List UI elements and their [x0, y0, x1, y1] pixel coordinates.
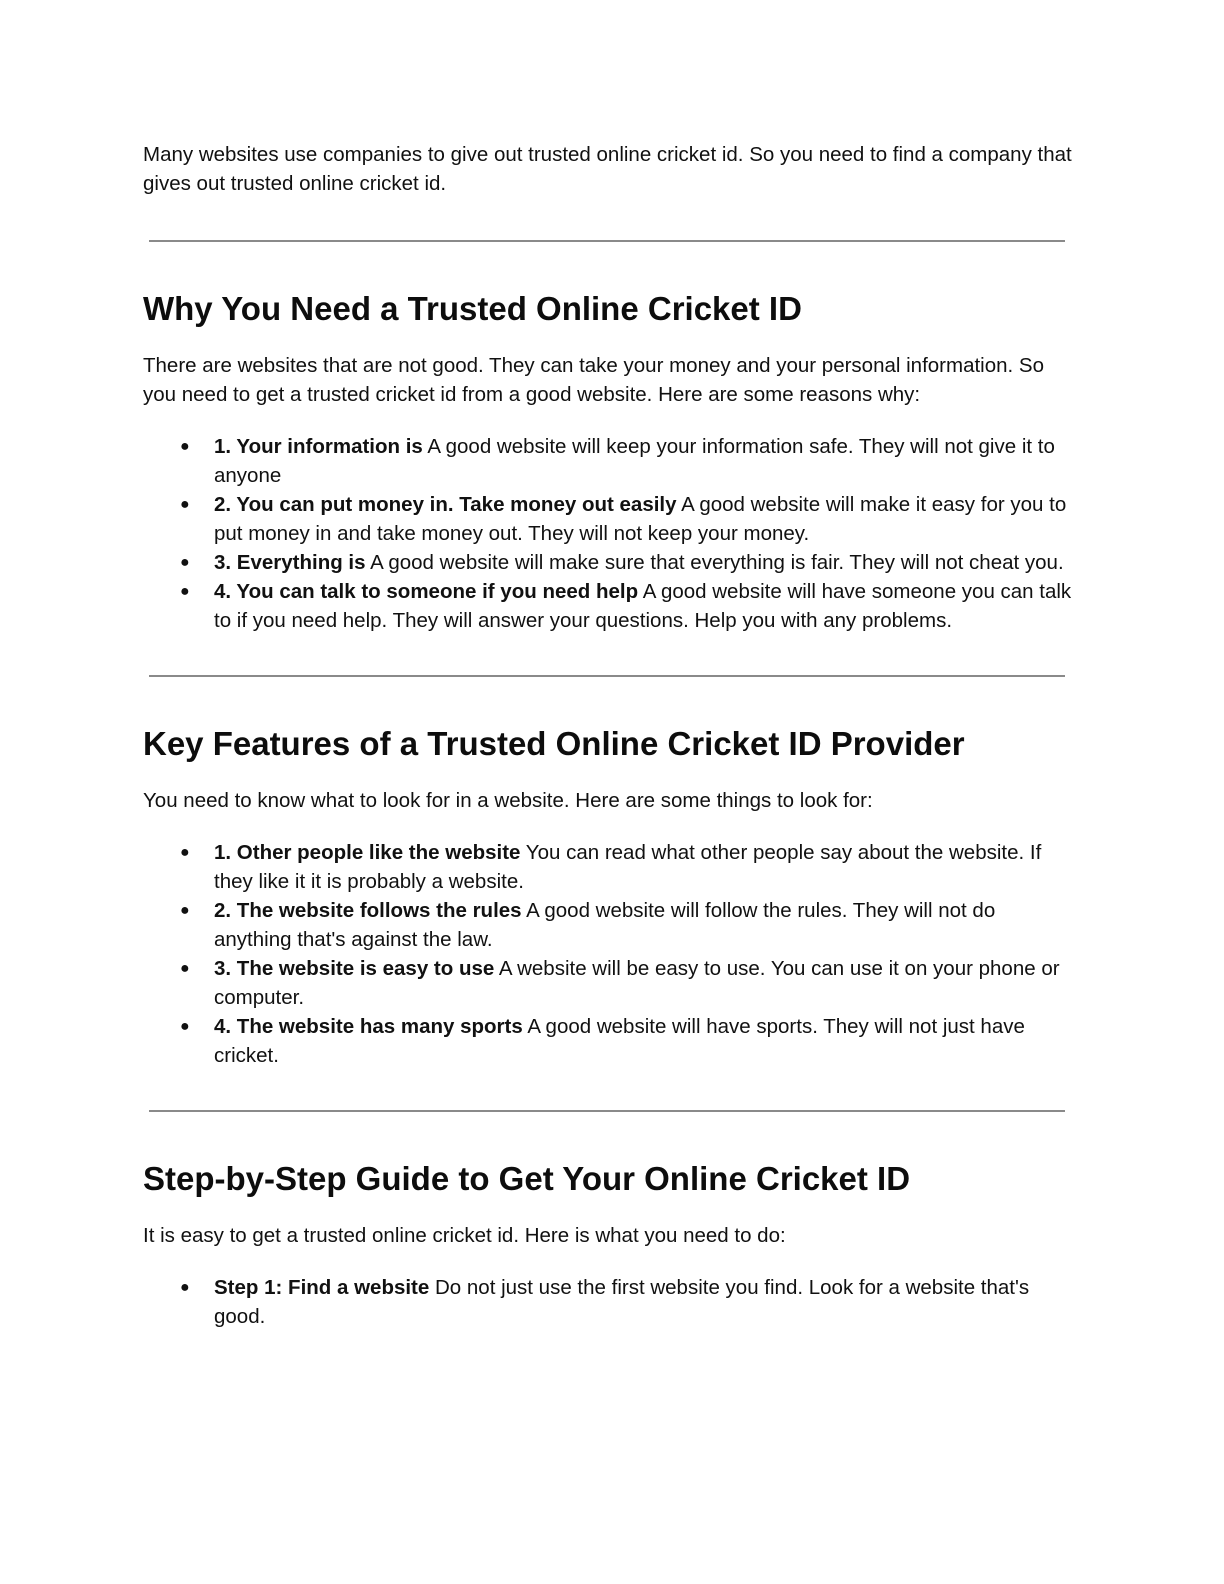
bullet-icon: ● — [180, 902, 190, 919]
list-item — [143, 838, 1078, 896]
intro-paragraph: Many websites use companies to give out trusted online cricket id. So you need to find a company that gives out trusted online cricket id. — [143, 143, 1072, 195]
section-divider — [149, 675, 1065, 677]
list-item-text: A good website will make sure that everything is fair. They will not cheat you. — [365, 551, 1064, 574]
bullet-icon: ● — [180, 496, 190, 513]
bullet-icon: ● — [180, 583, 190, 600]
list-item — [143, 896, 1078, 954]
bullet-icon: ● — [180, 438, 190, 455]
bullet-icon: ● — [180, 960, 190, 977]
list-item-label: 1. Your information is — [214, 435, 423, 458]
list-item — [143, 577, 1078, 635]
section-lead: It is easy to get a trusted online cricket id. Here is what you need to do: — [143, 1224, 786, 1247]
list-item-label: 4. You can talk to someone if you need help — [214, 580, 639, 603]
bullet-icon: ● — [180, 844, 190, 861]
list-item-text: You can read what other people say about the website. If they like it it is probably a website. — [214, 841, 1042, 893]
list-item-label: 2. You can put money in. Take money out easily — [214, 493, 677, 516]
list-item-label: 3. Everything is — [214, 551, 366, 574]
list-item-text: A good website will have someone you can talk to if you need help. They will answer your questions. Help you with any problems. — [214, 580, 1072, 632]
section-lead: There are websites that are not good. They can take your money and your personal information. So you need to get a trusted cricket id from a good website. Here are some reasons why: — [143, 354, 1044, 406]
bullet-icon: ● — [180, 554, 190, 571]
list-item-text: A good website will have sports. They will not just have cricket. — [214, 1015, 1025, 1067]
section-heading: Why You Need a Trusted Online Cricket ID — [143, 290, 802, 327]
list-item-text: A good website will make it easy for you to put money in and take money out. They will not keep your money. — [214, 493, 1067, 545]
document-page — [143, 140, 1078, 1331]
list-item-text: Do not just use the first website you find. Look for a website that's good. — [214, 1276, 1030, 1328]
bullet-list — [143, 1273, 1078, 1331]
bullet-list — [143, 838, 1078, 1070]
list-item — [143, 1012, 1078, 1070]
list-item-text: A website will be easy to use. You can use it on your phone or computer. — [214, 957, 1060, 1009]
section-divider — [149, 1110, 1065, 1112]
list-item-text: A good website will keep your information safe. They will not give it to anyone — [214, 435, 1055, 487]
section-divider — [149, 240, 1065, 242]
list-item — [143, 954, 1078, 1012]
list-item-label: 3. The website is easy to use — [214, 957, 495, 980]
list-item — [143, 548, 1078, 577]
bullet-icon: ● — [180, 1279, 190, 1296]
list-item-label: 2. The website follows the rules — [214, 899, 522, 922]
list-item — [143, 490, 1078, 548]
list-item — [143, 1273, 1078, 1331]
bullet-icon: ● — [180, 1018, 190, 1035]
list-item-text: A good website will follow the rules. They will not do anything that's against the law. — [214, 899, 996, 951]
list-item-label: 1. Other people like the website — [214, 841, 521, 864]
section-heading: Key Features of a Trusted Online Cricket ID Provider — [143, 725, 965, 762]
section-heading: Step-by-Step Guide to Get Your Online Cricket ID — [143, 1160, 911, 1197]
section-lead: You need to know what to look for in a website. Here are some things to look for: — [143, 789, 873, 812]
list-item-label: 4. The website has many sports — [214, 1015, 523, 1038]
list-item-label: Step 1: Find a website — [214, 1276, 430, 1299]
list-item — [143, 432, 1078, 490]
bullet-list — [143, 432, 1078, 635]
